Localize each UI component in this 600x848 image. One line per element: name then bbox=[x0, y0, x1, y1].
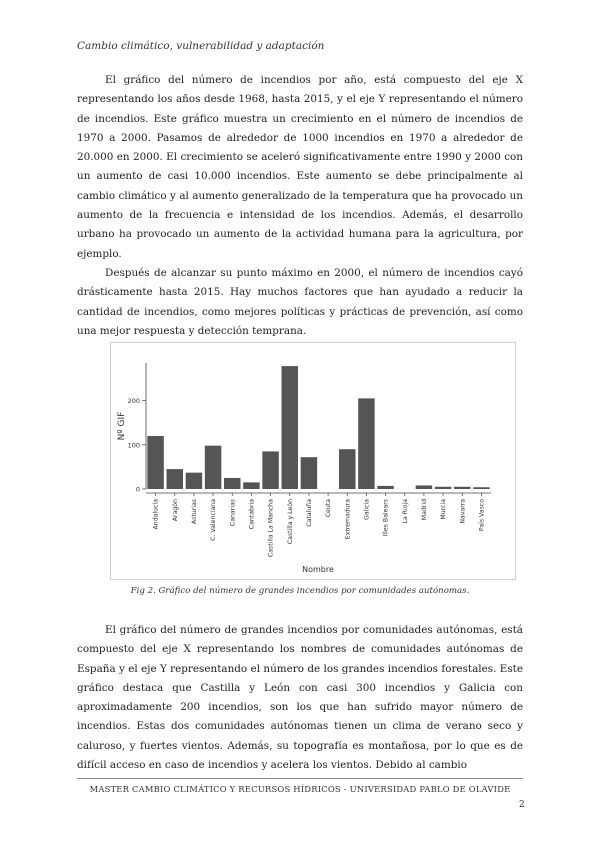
x-tick-label: Cataluña bbox=[305, 499, 313, 527]
x-tick-label: Cantabria bbox=[248, 499, 256, 530]
x-tick-label: Illes Balears bbox=[382, 499, 390, 537]
footer-divider bbox=[77, 778, 523, 779]
bar bbox=[282, 366, 298, 489]
running-header: Cambio climático, vulnerabilidad y adaptación bbox=[77, 40, 325, 52]
x-tick-label: Castilla La Mancha bbox=[267, 499, 275, 558]
bar bbox=[473, 487, 489, 489]
figure-chart bbox=[110, 342, 516, 580]
bar bbox=[416, 485, 432, 489]
x-tick-label: Ceuta bbox=[325, 499, 333, 518]
y-tick-label: 0 bbox=[135, 485, 140, 494]
bar bbox=[224, 478, 240, 489]
x-tick-label: Andalucía bbox=[152, 499, 160, 530]
x-tick-label: País Vasco bbox=[478, 499, 486, 532]
bar bbox=[301, 457, 317, 489]
bar-chart bbox=[111, 343, 515, 579]
x-tick-label: Murcia bbox=[440, 499, 448, 520]
x-tick-label: C. Valenciana bbox=[210, 499, 218, 541]
y-tick-label: 100 bbox=[127, 441, 140, 450]
page-number: 2 bbox=[519, 800, 525, 810]
bar bbox=[205, 446, 221, 489]
bar bbox=[377, 486, 393, 489]
x-axis-label: Nombre bbox=[302, 565, 334, 574]
y-tick-label: 200 bbox=[127, 397, 140, 406]
body-text-top bbox=[77, 71, 523, 341]
x-tick-label: La Rioja bbox=[401, 499, 409, 524]
x-tick-label: Extremadura bbox=[344, 499, 352, 540]
bar bbox=[147, 436, 163, 489]
x-tick-label: Madrid bbox=[420, 499, 428, 521]
bar-series bbox=[147, 366, 489, 489]
footer: MASTER CAMBIO CLIMÁTICO Y RECURSOS HÍDRICOS - UNIVERSIDAD PABLO DE OLAVIDE bbox=[89, 784, 511, 794]
bar bbox=[262, 451, 278, 489]
x-tick-label: Canarias bbox=[229, 499, 237, 527]
bar bbox=[186, 473, 202, 489]
paragraph: El gráfico del número de incendios por año, está compuesto del eje X representando los años desde 1968, hasta 2015, y el eje Y representando el número de incendios. Este gráfico muestra un crecimiento en el número de incendios de 1970 a 2000. Pasamos de alrededor de 1000 incendios en 1970 a alrededor de 20.000 en 2000. El crecimiento se aceleró significativamente entre 1990 y 2000 con un aumento de casi 10.000 incendios. Este aumento se debe principalmente al cambio climático y al aumento generalizado de la temperatura que ha provocado un aumento de la frecuencia e intensidad de los incendios. Además, el desarrollo urbano ha provocado un aumento de la actividad humana para la agricultura, por ejemplo. bbox=[77, 74, 523, 260]
figure-caption: Fig 2. Gráfico del número de grandes incendios por comunidades autónomas. bbox=[130, 586, 470, 596]
body-text-bottom bbox=[77, 621, 523, 775]
bar bbox=[167, 469, 183, 489]
x-tick-label: Galicia bbox=[363, 499, 371, 520]
x-tick-label: Aragón bbox=[171, 499, 179, 522]
bar bbox=[339, 449, 355, 489]
bar bbox=[243, 482, 259, 489]
x-tick-label: Castilla y León bbox=[286, 499, 294, 545]
bar bbox=[435, 487, 451, 489]
y-axis-label: Nº GIF bbox=[117, 411, 127, 441]
bar bbox=[358, 398, 374, 489]
bar bbox=[454, 487, 470, 489]
paragraph: El gráfico del número de grandes incendios por comunidades autónomas, está compuesto del eje X representando los nombres de comunidades autónomas de España y el eje Y representando el número de los grandes incendios forestales. Este gráfico destaca que Castilla y León con casi 300 incendios y Galicia con aproximadamente 200 incendios, son los que han sufrido mayor número de incendios. Estas dos comunidades autónomas tienen un clima de verano seco y caluroso, y fuertes vientos. Además, su topografía es montañosa, por lo que es de difícil acceso en caso de incendios y acelera los vientos. Debido al cambio bbox=[77, 624, 523, 772]
x-tick-label: Navarra bbox=[459, 499, 467, 524]
paragraph: Después de alcanzar su punto máximo en 2000, el número de incendios cayó drásticamente hasta 2015. Hay muchos factores que han ayudado a reducir la cantidad de incendios, como mejores políticas y prácticas de prevención, así como una mejor respuesta y detección temprana. bbox=[77, 266, 523, 337]
x-tick-label: Asturias bbox=[190, 499, 198, 525]
